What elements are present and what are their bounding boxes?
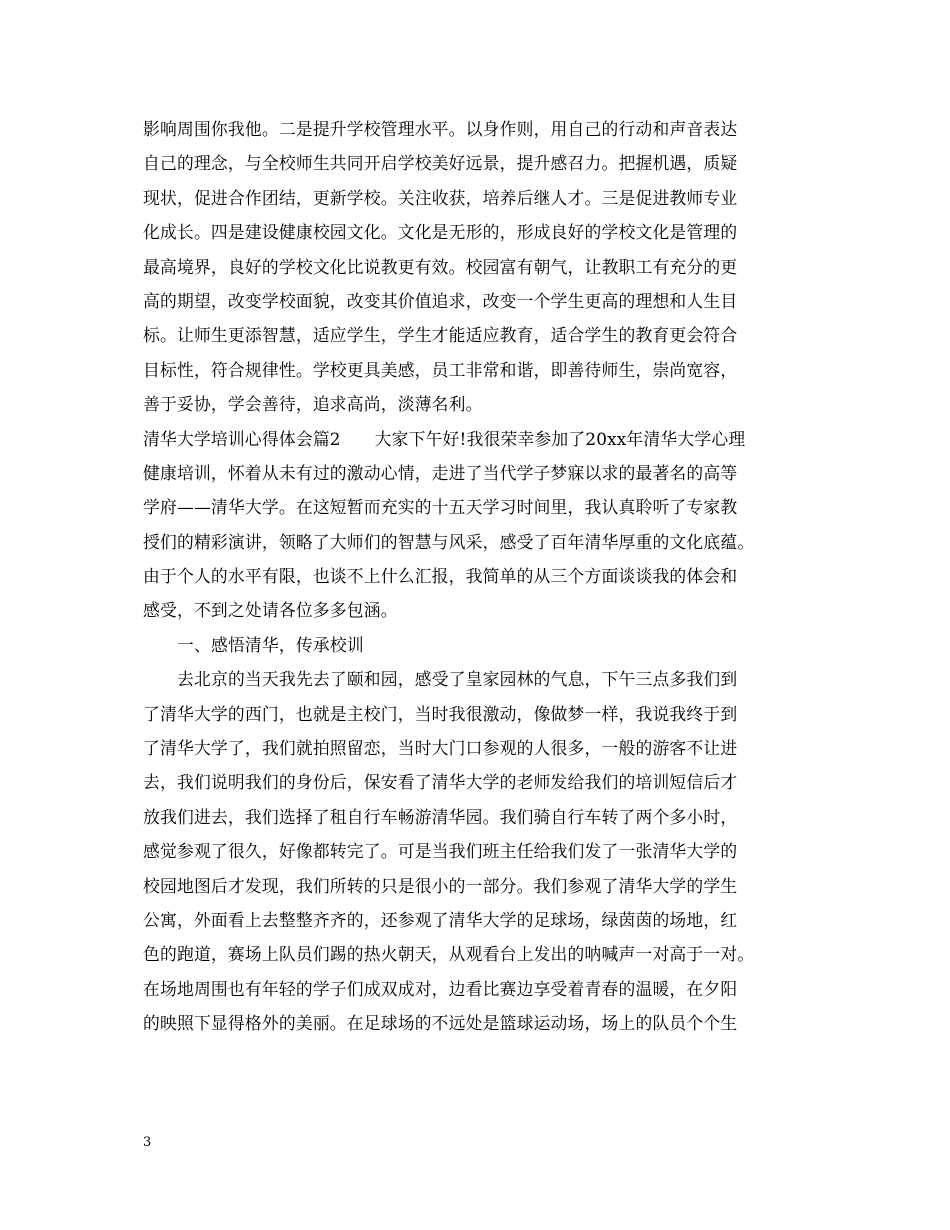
text-line: 化成长。四是建设健康校园文化。文化是无形的，形成良好的学校文化是管理的 bbox=[143, 222, 738, 243]
text-line: 色的跑道，赛场上队员们踢的热火朝天，从观看台上发出的呐喊声一对高于一对。 bbox=[143, 944, 755, 965]
text-line: 清华大学培训心得体会篇2 大家下午好!我很荣幸参加了20xx年清华大学心理 bbox=[143, 428, 746, 449]
text-line: 放我们进去，我们选择了租自行车畅游清华园。我们骑自行车转了两个多小时， bbox=[143, 806, 738, 827]
text-line: 授们的精彩演讲，领略了大师们的智慧与风采，感受了百年清华厚重的文化底蕴。 bbox=[143, 531, 755, 552]
text-line: 在场地周围也有年轻的学子们成双成对，边看比赛边享受着青春的温暖，在夕阳 bbox=[143, 978, 738, 999]
text-line: 自己的理念，与全校师生共同开启学校美好远景，提升感召力。把握机遇，质疑 bbox=[143, 153, 738, 174]
text-line: 校园地图后才发现，我们所转的只是很小的一部分。我们参观了清华大学的学生 bbox=[143, 875, 738, 896]
text-line: 去，我们说明我们的身份后，保安看了清华大学的老师发给我们的培训短信后才 bbox=[143, 772, 738, 793]
text-line: 标。让师生更添智慧，适应学生，学生才能适应教育，适合学生的教育更会符合 bbox=[143, 325, 738, 346]
body-text bbox=[143, 112, 823, 1041]
text-line: 现状，促进合作团结，更新学校。关注收获，培养后继人才。三是促进教师专业 bbox=[143, 187, 738, 208]
text-line: 一、感悟清华，传承校训 bbox=[177, 634, 364, 655]
text-line: 了清华大学了，我们就拍照留恋，当时大门口参观的人很多，一般的游客不让进 bbox=[143, 738, 738, 759]
text-line: 善于妥协，学会善待，追求高尚，淡薄名利。 bbox=[143, 394, 483, 415]
text-line: 高的期望，改变学校面貌，改变其价值追求，改变一个学生更高的理想和人生目 bbox=[143, 290, 738, 311]
text-line: 感受，不到之处请各位多多包涵。 bbox=[143, 600, 398, 621]
text-line: 了清华大学的西门，也就是主校门，当时我很激动，像做梦一样，我说我终于到 bbox=[143, 703, 738, 724]
text-line: 感觉参观了很久，好像都转完了。可是当我们班主任给我们发了一张清华大学的 bbox=[143, 841, 738, 862]
text-line: 公寓，外面看上去整整齐齐的，还参观了清华大学的足球场，绿茵茵的场地，红 bbox=[143, 909, 738, 930]
text-line: 的映照下显得格外的美丽。在足球场的不远处是篮球运动场，场上的队员个个生 bbox=[143, 1013, 738, 1034]
text-line: 健康培训，怀着从未有过的激动心情，走进了当代学子梦寐以求的最著名的高等 bbox=[143, 462, 738, 483]
page-number: 3 bbox=[143, 1135, 152, 1150]
text-line: 学府——清华大学。在这短暂而充实的十五天学习时间里，我认真聆听了专家教 bbox=[143, 497, 738, 518]
text-line: 目标性，符合规律性。学校更具美感，员工非常和谐，即善待师生，崇尚宽容， bbox=[143, 359, 738, 380]
text-line: 去北京的当天我先去了颐和园，感受了皇家园林的气息，下午三点多我们到 bbox=[177, 669, 738, 690]
text-line: 影响周围你我他。二是提升学校管理水平。以身作则，用自己的行动和声音表达 bbox=[143, 119, 738, 139]
text-line: 最高境界，良好的学校文化比说教更有效。校园富有朝气，让教职工有充分的更 bbox=[143, 256, 738, 277]
text-line: 由于个人的水平有限，也谈不上什么汇报，我简单的从三个方面谈谈我的体会和 bbox=[143, 566, 738, 587]
